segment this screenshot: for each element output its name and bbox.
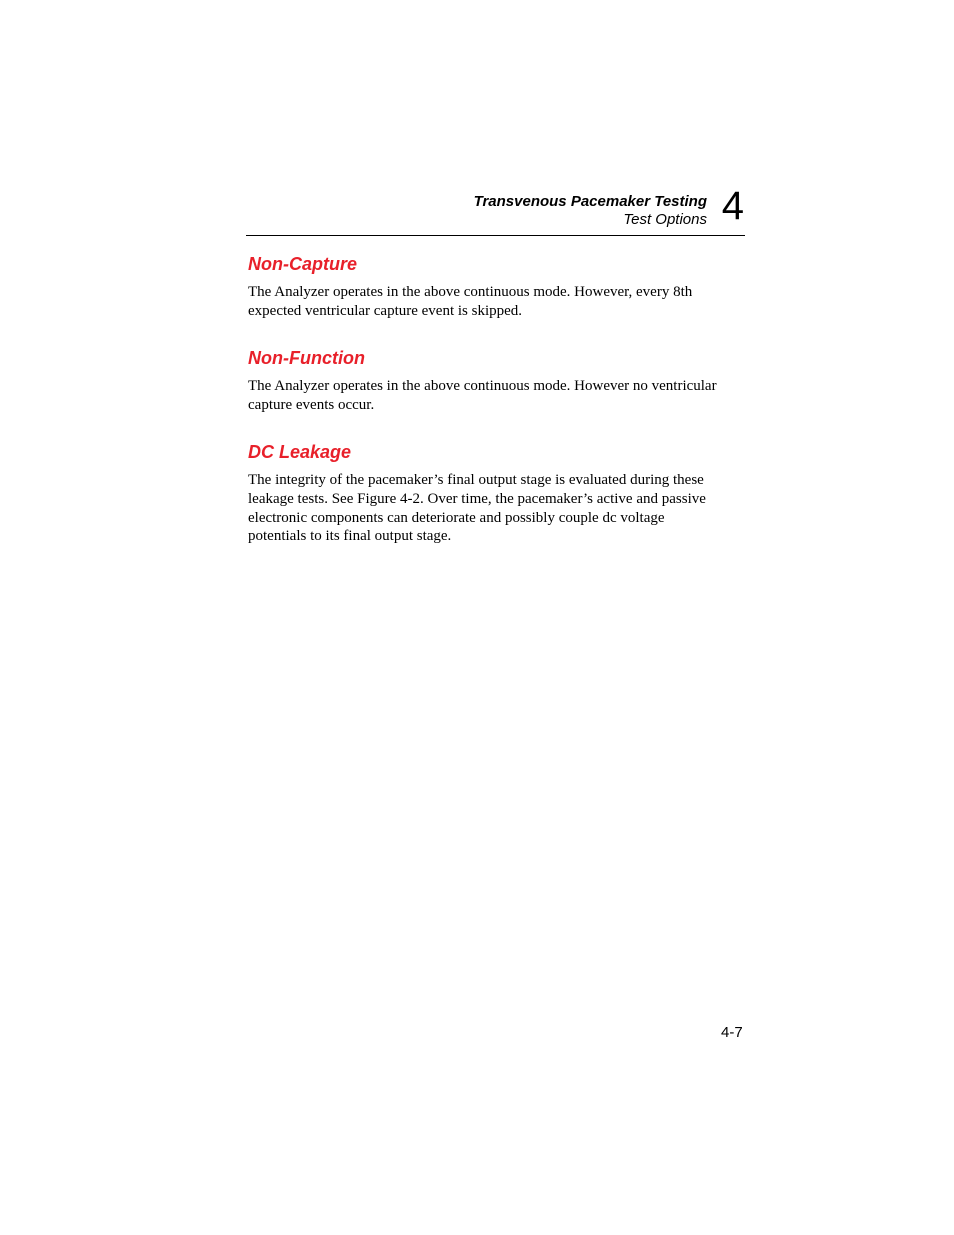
chapter-title: Transvenous Pacemaker Testing [473,193,707,210]
page-header [246,184,745,236]
page-content [248,252,748,546]
text-line: The Analyzer operates in the above continuous mode. However, every 8th [248,284,693,300]
text-line: The integrity of the pacemaker’s final output stage is evaluated during these [248,472,704,489]
heading-non-function: Non-Function [248,348,365,369]
text-line: potentials to its final output stage. [248,528,452,545]
paragraph-non-function [248,377,748,414]
text-line: expected ventricular capture event is skipped. [248,302,523,319]
chapter-number: 4 [721,184,744,228]
section-subtitle: Test Options [623,211,707,228]
paragraph-dc-leakage [248,471,748,545]
text-line: The Analyzer operates in the above continuous mode. However no ventricular [248,378,717,395]
heading-non-capture: Non-Capture [248,254,357,274]
text-line: electronic components can deteriorate and possibly couple dc voltage [248,509,665,526]
text-line: leakage tests. See Figure 4-2. Over time, the pacemaker’s active and passive [248,490,706,507]
heading-dc-leakage: DC Leakage [248,442,352,463]
page-number: 4-7 [721,1024,743,1041]
paragraph-non-capture [248,283,748,320]
text-line: capture events occur. [248,396,375,413]
